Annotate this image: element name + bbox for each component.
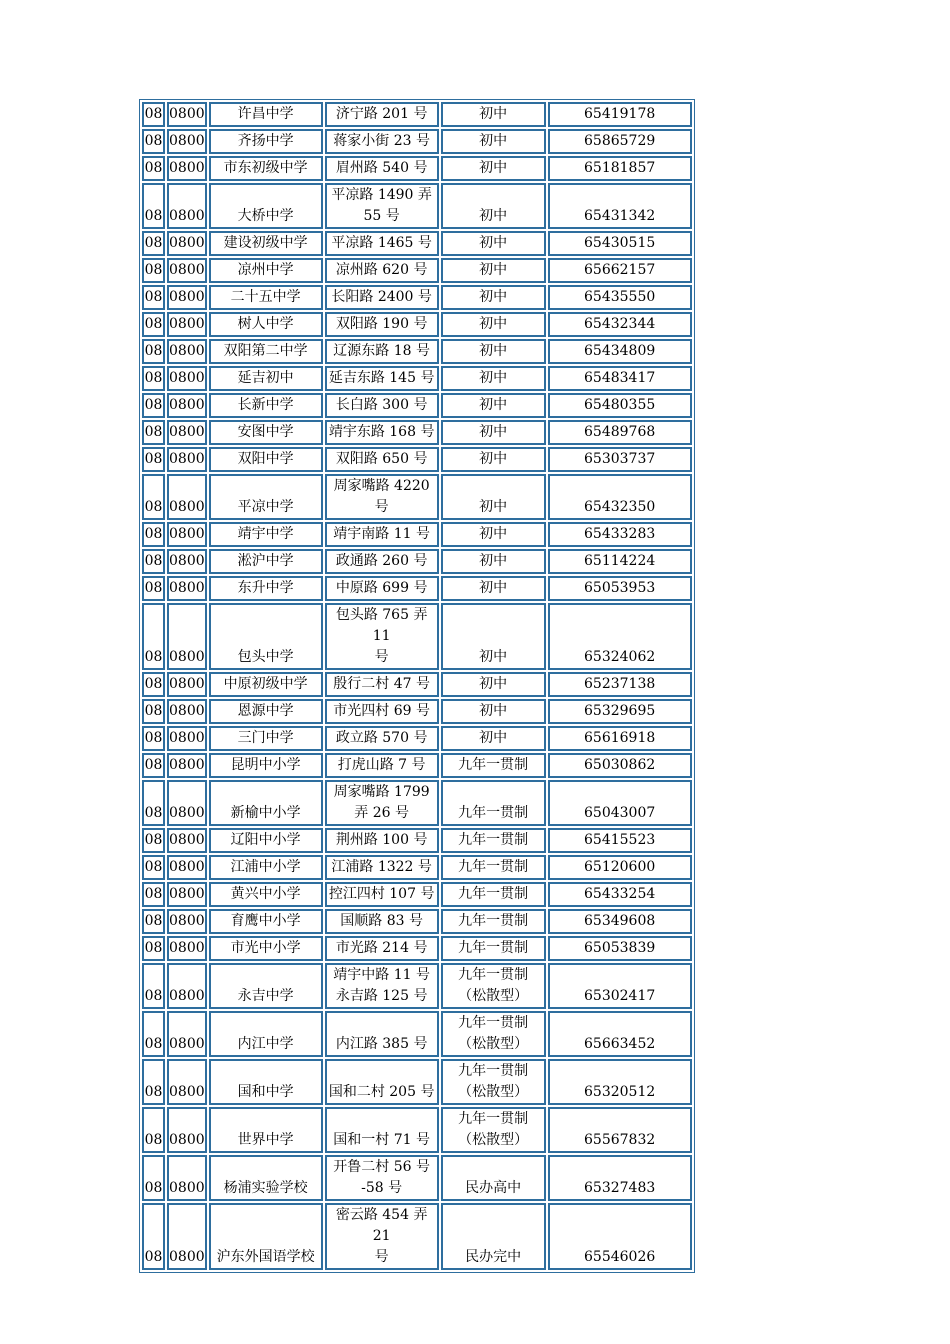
phone-cell: 65043007	[548, 780, 692, 826]
table-row	[142, 780, 692, 826]
school-name-cell: 永吉中学	[209, 963, 323, 1009]
district-code-cell: 08	[142, 156, 165, 181]
school-type-cell: 初中	[441, 603, 546, 670]
school-name-cell: 国和中学	[209, 1059, 323, 1105]
address-cell: 蒋家小街 23 号	[325, 129, 439, 154]
table-row	[142, 828, 692, 853]
district-code-cell: 08	[142, 285, 165, 310]
phone-cell: 65489768	[548, 420, 692, 445]
school-name-cell: 双阳中学	[209, 447, 323, 472]
school-name-cell: 淞沪中学	[209, 549, 323, 574]
school-name-cell: 建设初级中学	[209, 231, 323, 256]
school-type-cell: 初中	[441, 672, 546, 697]
district-code-cell: 08	[142, 1203, 165, 1270]
school-type-cell: 初中	[441, 339, 546, 364]
address-cell: 江浦路 1322 号	[325, 855, 439, 880]
school-name-cell: 树人中学	[209, 312, 323, 337]
school-type-cell: 初中	[441, 699, 546, 724]
sub-code-cell: 0800	[167, 339, 207, 364]
district-code-cell: 08	[142, 909, 165, 934]
school-name-cell: 安图中学	[209, 420, 323, 445]
phone-cell: 65303737	[548, 447, 692, 472]
school-name-cell: 中原初级中学	[209, 672, 323, 697]
school-type-cell: 初中	[441, 366, 546, 391]
phone-cell: 65419178	[548, 102, 692, 127]
school-name-cell: 市东初级中学	[209, 156, 323, 181]
phone-cell: 65865729	[548, 129, 692, 154]
address-cell: 内江路 385 号	[325, 1011, 439, 1057]
sub-code-cell: 0800	[167, 726, 207, 751]
phone-cell: 65431342	[548, 183, 692, 229]
district-code-cell: 08	[142, 1011, 165, 1057]
school-type-cell: 初中	[441, 183, 546, 229]
table-row	[142, 1107, 692, 1153]
address-cell: 包头路 765 弄 11 号	[325, 603, 439, 670]
school-name-cell: 靖宇中学	[209, 522, 323, 547]
sub-code-cell: 0800	[167, 549, 207, 574]
district-code-cell: 08	[142, 672, 165, 697]
school-type-cell: 九年一贯制	[441, 828, 546, 853]
sub-code-cell: 0800	[167, 963, 207, 1009]
school-name-cell: 东升中学	[209, 576, 323, 601]
school-type-cell: 初中	[441, 474, 546, 520]
table-row	[142, 576, 692, 601]
school-name-cell: 二十五中学	[209, 285, 323, 310]
phone-cell: 65432344	[548, 312, 692, 337]
school-name-cell: 昆明中小学	[209, 753, 323, 778]
school-name-cell: 双阳第二中学	[209, 339, 323, 364]
school-name-cell: 许昌中学	[209, 102, 323, 127]
school-name-cell: 恩源中学	[209, 699, 323, 724]
district-code-cell: 08	[142, 549, 165, 574]
table-row	[142, 753, 692, 778]
district-code-cell: 08	[142, 183, 165, 229]
table-row	[142, 420, 692, 445]
table-row	[142, 1155, 692, 1201]
phone-cell: 65327483	[548, 1155, 692, 1201]
phone-cell: 65053953	[548, 576, 692, 601]
sub-code-cell: 0800	[167, 576, 207, 601]
table-row	[142, 102, 692, 127]
phone-cell: 65483417	[548, 366, 692, 391]
address-cell: 周家嘴路 1799 弄 26 号	[325, 780, 439, 826]
table-row	[142, 1203, 692, 1270]
school-name-cell: 育鹰中小学	[209, 909, 323, 934]
school-table-body	[142, 102, 692, 1270]
school-type-cell: 初中	[441, 129, 546, 154]
address-cell: 辽源东路 18 号	[325, 339, 439, 364]
district-code-cell: 08	[142, 603, 165, 670]
district-code-cell: 08	[142, 393, 165, 418]
sub-code-cell: 0800	[167, 522, 207, 547]
address-cell: 平凉路 1465 号	[325, 231, 439, 256]
school-type-cell: 初中	[441, 156, 546, 181]
address-cell: 双阳路 190 号	[325, 312, 439, 337]
school-name-cell: 齐扬中学	[209, 129, 323, 154]
table-row	[142, 909, 692, 934]
school-type-cell: 九年一贯制 （松散型）	[441, 1059, 546, 1105]
table-row	[142, 312, 692, 337]
district-code-cell: 08	[142, 828, 165, 853]
phone-cell: 65114224	[548, 549, 692, 574]
table-row	[142, 339, 692, 364]
sub-code-cell: 0800	[167, 420, 207, 445]
school-type-cell: 民办高中	[441, 1155, 546, 1201]
address-cell: 长阳路 2400 号	[325, 285, 439, 310]
school-type-cell: 初中	[441, 312, 546, 337]
address-cell: 政立路 570 号	[325, 726, 439, 751]
address-cell: 周家嘴路 4220 号	[325, 474, 439, 520]
table-row	[142, 474, 692, 520]
table-row	[142, 1011, 692, 1057]
sub-code-cell: 0800	[167, 393, 207, 418]
school-type-cell: 九年一贯制	[441, 753, 546, 778]
phone-cell: 65434809	[548, 339, 692, 364]
table-row	[142, 129, 692, 154]
school-name-cell: 延吉初中	[209, 366, 323, 391]
sub-code-cell: 0800	[167, 882, 207, 907]
school-type-cell: 初中	[441, 549, 546, 574]
school-name-cell: 辽阳中小学	[209, 828, 323, 853]
address-cell: 打虎山路 7 号	[325, 753, 439, 778]
table-row	[142, 522, 692, 547]
phone-cell: 65415523	[548, 828, 692, 853]
phone-cell: 65567832	[548, 1107, 692, 1153]
phone-cell: 65324062	[548, 603, 692, 670]
address-cell: 市光路 214 号	[325, 936, 439, 961]
sub-code-cell: 0800	[167, 855, 207, 880]
address-cell: 国顺路 83 号	[325, 909, 439, 934]
address-cell: 延吉东路 145 号	[325, 366, 439, 391]
school-name-cell: 杨浦实验学校	[209, 1155, 323, 1201]
phone-cell: 65546026	[548, 1203, 692, 1270]
phone-cell: 65430515	[548, 231, 692, 256]
sub-code-cell: 0800	[167, 672, 207, 697]
sub-code-cell: 0800	[167, 909, 207, 934]
school-type-cell: 九年一贯制	[441, 780, 546, 826]
phone-cell: 65329695	[548, 699, 692, 724]
school-table	[139, 99, 695, 1273]
phone-cell: 65320512	[548, 1059, 692, 1105]
address-cell: 国和一村 71 号	[325, 1107, 439, 1153]
school-type-cell: 九年一贯制	[441, 855, 546, 880]
school-name-cell: 大桥中学	[209, 183, 323, 229]
table-row	[142, 285, 692, 310]
district-code-cell: 08	[142, 1059, 165, 1105]
phone-cell: 65349608	[548, 909, 692, 934]
sub-code-cell: 0800	[167, 603, 207, 670]
table-row	[142, 1059, 692, 1105]
district-code-cell: 08	[142, 963, 165, 1009]
school-name-cell: 长新中学	[209, 393, 323, 418]
school-type-cell: 初中	[441, 420, 546, 445]
district-code-cell: 08	[142, 753, 165, 778]
school-type-cell: 初中	[441, 726, 546, 751]
school-type-cell: 九年一贯制	[441, 936, 546, 961]
sub-code-cell: 0800	[167, 1011, 207, 1057]
address-cell: 平凉路 1490 弄 55 号	[325, 183, 439, 229]
address-cell: 殷行二村 47 号	[325, 672, 439, 697]
table-row	[142, 936, 692, 961]
phone-cell: 65302417	[548, 963, 692, 1009]
district-code-cell: 08	[142, 726, 165, 751]
district-code-cell: 08	[142, 699, 165, 724]
sub-code-cell: 0800	[167, 102, 207, 127]
school-type-cell: 初中	[441, 285, 546, 310]
table-row	[142, 672, 692, 697]
district-code-cell: 08	[142, 339, 165, 364]
district-code-cell: 08	[142, 312, 165, 337]
phone-cell: 65237138	[548, 672, 692, 697]
school-name-cell: 黄兴中小学	[209, 882, 323, 907]
sub-code-cell: 0800	[167, 447, 207, 472]
district-code-cell: 08	[142, 129, 165, 154]
school-type-cell: 初中	[441, 393, 546, 418]
table-row	[142, 726, 692, 751]
school-type-cell: 初中	[441, 576, 546, 601]
sub-code-cell: 0800	[167, 129, 207, 154]
school-type-cell: 初中	[441, 102, 546, 127]
sub-code-cell: 0800	[167, 753, 207, 778]
address-cell: 开鲁二村 56 号 -58 号	[325, 1155, 439, 1201]
table-row	[142, 366, 692, 391]
sub-code-cell: 0800	[167, 366, 207, 391]
phone-cell: 65433283	[548, 522, 692, 547]
table-row	[142, 447, 692, 472]
sub-code-cell: 0800	[167, 258, 207, 283]
district-code-cell: 08	[142, 258, 165, 283]
school-type-cell: 初中	[441, 522, 546, 547]
school-type-cell: 九年一贯制 （松散型）	[441, 963, 546, 1009]
district-code-cell: 08	[142, 936, 165, 961]
phone-cell: 65616918	[548, 726, 692, 751]
school-type-cell: 初中	[441, 447, 546, 472]
sub-code-cell: 0800	[167, 156, 207, 181]
phone-cell: 65030862	[548, 753, 692, 778]
district-code-cell: 08	[142, 780, 165, 826]
school-type-cell: 民办完中	[441, 1203, 546, 1270]
school-name-cell: 三门中学	[209, 726, 323, 751]
address-cell: 控江四村 107 号	[325, 882, 439, 907]
sub-code-cell: 0800	[167, 1155, 207, 1201]
district-code-cell: 08	[142, 447, 165, 472]
table-row	[142, 855, 692, 880]
phone-cell: 65480355	[548, 393, 692, 418]
table-row	[142, 882, 692, 907]
district-code-cell: 08	[142, 1107, 165, 1153]
school-name-cell: 凉州中学	[209, 258, 323, 283]
school-type-cell: 九年一贯制 （松散型）	[441, 1107, 546, 1153]
phone-cell: 65181857	[548, 156, 692, 181]
phone-cell: 65662157	[548, 258, 692, 283]
school-name-cell: 包头中学	[209, 603, 323, 670]
address-cell: 密云路 454 弄 21 号	[325, 1203, 439, 1270]
district-code-cell: 08	[142, 231, 165, 256]
address-cell: 中原路 699 号	[325, 576, 439, 601]
district-code-cell: 08	[142, 855, 165, 880]
sub-code-cell: 0800	[167, 936, 207, 961]
sub-code-cell: 0800	[167, 780, 207, 826]
table-row	[142, 156, 692, 181]
table-row	[142, 393, 692, 418]
district-code-cell: 08	[142, 102, 165, 127]
address-cell: 双阳路 650 号	[325, 447, 439, 472]
school-name-cell: 江浦中小学	[209, 855, 323, 880]
phone-cell: 65120600	[548, 855, 692, 880]
school-type-cell: 九年一贯制	[441, 909, 546, 934]
sub-code-cell: 0800	[167, 1059, 207, 1105]
school-name-cell: 市光中小学	[209, 936, 323, 961]
address-cell: 国和二村 205 号	[325, 1059, 439, 1105]
phone-cell: 65432350	[548, 474, 692, 520]
district-code-cell: 08	[142, 882, 165, 907]
table-row	[142, 549, 692, 574]
sub-code-cell: 0800	[167, 231, 207, 256]
school-name-cell: 新榆中小学	[209, 780, 323, 826]
address-cell: 市光四村 69 号	[325, 699, 439, 724]
sub-code-cell: 0800	[167, 699, 207, 724]
sub-code-cell: 0800	[167, 285, 207, 310]
school-type-cell: 初中	[441, 258, 546, 283]
school-type-cell: 九年一贯制	[441, 882, 546, 907]
phone-cell: 65053839	[548, 936, 692, 961]
address-cell: 荆州路 100 号	[325, 828, 439, 853]
sub-code-cell: 0800	[167, 474, 207, 520]
sub-code-cell: 0800	[167, 1203, 207, 1270]
sub-code-cell: 0800	[167, 828, 207, 853]
school-type-cell: 初中	[441, 231, 546, 256]
address-cell: 长白路 300 号	[325, 393, 439, 418]
school-name-cell: 平凉中学	[209, 474, 323, 520]
table-row	[142, 231, 692, 256]
district-code-cell: 08	[142, 1155, 165, 1201]
table-row	[142, 183, 692, 229]
school-name-cell: 内江中学	[209, 1011, 323, 1057]
phone-cell: 65435550	[548, 285, 692, 310]
address-cell: 靖宇东路 168 号	[325, 420, 439, 445]
district-code-cell: 08	[142, 366, 165, 391]
address-cell: 靖宇南路 11 号	[325, 522, 439, 547]
sub-code-cell: 0800	[167, 183, 207, 229]
district-code-cell: 08	[142, 474, 165, 520]
school-name-cell: 沪东外国语学校	[209, 1203, 323, 1270]
district-code-cell: 08	[142, 576, 165, 601]
school-type-cell: 九年一贯制 （松散型）	[441, 1011, 546, 1057]
school-name-cell: 世界中学	[209, 1107, 323, 1153]
district-code-cell: 08	[142, 420, 165, 445]
table-row	[142, 603, 692, 670]
phone-cell: 65663452	[548, 1011, 692, 1057]
address-cell: 政通路 260 号	[325, 549, 439, 574]
phone-cell: 65433254	[548, 882, 692, 907]
address-cell: 靖宇中路 11 号 永吉路 125 号	[325, 963, 439, 1009]
table-row	[142, 258, 692, 283]
address-cell: 眉州路 540 号	[325, 156, 439, 181]
table-row	[142, 963, 692, 1009]
table-row	[142, 699, 692, 724]
sub-code-cell: 0800	[167, 1107, 207, 1153]
district-code-cell: 08	[142, 522, 165, 547]
address-cell: 凉州路 620 号	[325, 258, 439, 283]
address-cell: 济宁路 201 号	[325, 102, 439, 127]
sub-code-cell: 0800	[167, 312, 207, 337]
